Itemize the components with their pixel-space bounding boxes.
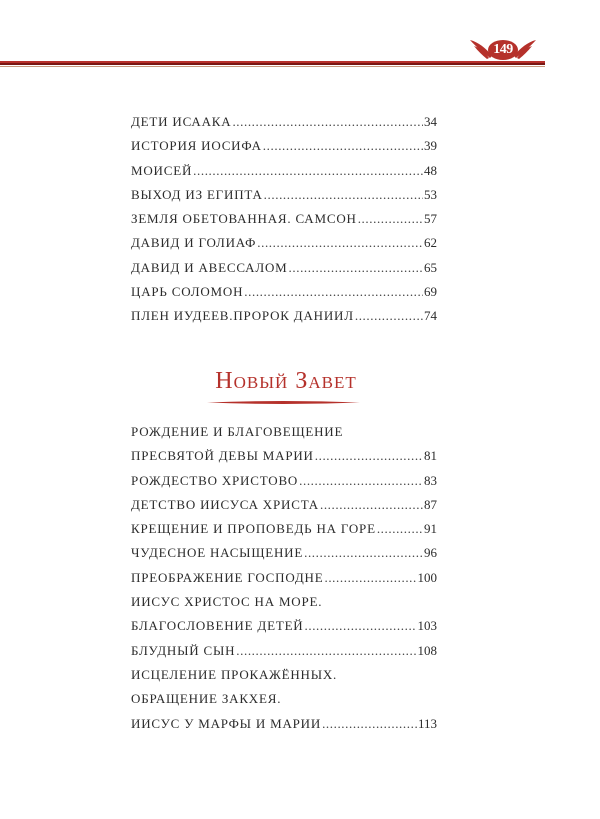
- toc-entry-page: 113: [417, 715, 437, 731]
- toc-entry-title: ВЫХОД ИЗ ЕГИПТА: [131, 186, 263, 202]
- toc-entry-page: 87: [424, 496, 437, 512]
- toc-entry: [131, 235, 437, 259]
- dot-leader: [257, 235, 423, 251]
- toc-entry-page: 69: [424, 284, 437, 300]
- toc-entry: [131, 716, 437, 740]
- toc-entry-title: ЦАРЬ СОЛОМОН: [131, 284, 244, 300]
- toc-entry-title: ДАВИД И ГОЛИАФ: [131, 235, 257, 251]
- toc-entry-title: ПЛЕН ИУДЕЕВ.ПРОРОК ДАНИИЛ: [131, 308, 354, 324]
- toc-entry: [131, 260, 437, 284]
- toc-entry-title: ПРЕСВЯТОЙ ДЕВЫ МАРИИ: [131, 448, 314, 464]
- toc-entry-page: 34: [424, 114, 437, 129]
- toc-entry: [131, 114, 437, 138]
- toc-entry: [131, 211, 437, 235]
- toc-entry-title: БЛАГОСЛОВЕНИЕ ДЕТЕЙ: [131, 618, 304, 634]
- toc-entry: [131, 545, 437, 569]
- toc-entry-page: 39: [424, 138, 437, 154]
- toc-entry-page: 57: [424, 211, 437, 227]
- toc-entry-page: 74: [424, 308, 437, 324]
- toc-entry-title: ЧУДЕСНОЕ НАСЫЩЕНИЕ: [131, 545, 304, 561]
- toc-entry-page: 53: [424, 186, 437, 202]
- toc-entry-title: ОБРАЩЕНИЕ ЗАКХЕЯ.: [131, 691, 282, 707]
- toc-entry: [131, 284, 437, 308]
- toc-entry: [131, 594, 437, 618]
- toc-entry-title: РОЖДЕНИЕ И БЛАГОВЕЩЕНИЕ: [131, 424, 344, 439]
- toc-entry-title: ЗЕМЛЯ ОБЕТОВАННАЯ. САМСОН: [131, 211, 357, 227]
- toc-entry-title: ДЕТИ ИСААКА: [131, 114, 232, 129]
- toc-entry-page: 100: [417, 569, 437, 585]
- toc-entry-title: ИСТОРИЯ ИОСИФА: [131, 138, 262, 154]
- toc-entry-title: ДЕТСТВО ИИСУСА ХРИСТА: [131, 496, 319, 512]
- toc-entry: [131, 138, 437, 162]
- dot-leader: [244, 284, 423, 300]
- toc-entry: [131, 187, 437, 211]
- table-of-contents-new-testament: [131, 424, 437, 740]
- header-rule: [0, 61, 545, 65]
- toc-entry-page: 81: [424, 448, 437, 464]
- dot-leader: [377, 521, 423, 537]
- toc-entry-title: БЛУДНЫЙ СЫН: [131, 642, 236, 658]
- toc-entry-title: ДАВИД И АВЕССАЛОМ: [131, 259, 288, 275]
- toc-entry: [131, 473, 437, 497]
- dot-leader: [358, 211, 423, 227]
- dot-leader: [305, 618, 417, 634]
- toc-entry-page: 91: [424, 521, 437, 537]
- section-underline: [207, 400, 360, 405]
- dot-leader: [232, 114, 423, 130]
- dot-leader: [263, 138, 423, 154]
- header-rule-thin: [0, 66, 545, 67]
- toc-entry: [131, 308, 437, 332]
- dot-leader: [320, 497, 423, 513]
- toc-entry: [131, 424, 437, 448]
- page-number-badge: [466, 34, 540, 66]
- toc-entry-page: 65: [424, 259, 437, 275]
- toc-entry-title: ИИСУС У МАРФЫ И МАРИИ: [131, 715, 322, 731]
- toc-entry-page: 48: [424, 162, 437, 178]
- toc-entry-title: КРЕЩЕНИЕ И ПРОПОВЕДЬ НА ГОРЕ: [131, 521, 376, 537]
- dot-leader: [355, 308, 423, 324]
- toc-entry-title: ИИСУС ХРИСТОС НА МОРЕ.: [131, 594, 323, 610]
- dot-leader: [315, 448, 423, 464]
- toc-entry: [131, 691, 437, 715]
- toc-entry: [131, 667, 437, 691]
- dot-leader: [289, 260, 423, 276]
- dot-leader: [322, 716, 417, 732]
- toc-entry: [131, 163, 437, 187]
- dot-leader: [324, 570, 416, 586]
- section-heading: Новый Завет: [215, 368, 357, 394]
- page-number: 149: [493, 42, 513, 57]
- toc-entry-page: 62: [424, 235, 437, 251]
- toc-entry-page: 108: [417, 642, 437, 658]
- toc-entry: [131, 643, 437, 667]
- toc-entry-page: 83: [424, 472, 437, 488]
- table-of-contents-old-testament: [131, 114, 437, 333]
- toc-entry-page: 96: [424, 545, 437, 561]
- toc-entry-title: ПРЕОБРАЖЕНИЕ ГОСПОДНЕ: [131, 569, 324, 585]
- toc-entry-title: ИСЦЕЛЕНИЕ ПРОКАЖЁННЫХ.: [131, 666, 338, 682]
- dot-leader: [264, 187, 423, 203]
- dot-leader: [236, 643, 416, 659]
- dot-leader: [304, 545, 423, 561]
- dot-leader: [299, 473, 423, 489]
- toc-entry: [131, 448, 437, 472]
- toc-entry: [131, 618, 437, 642]
- toc-entry-page: 103: [417, 618, 437, 634]
- toc-entry: [131, 497, 437, 521]
- toc-entry-title: РОЖДЕСТВО ХРИСТОВО: [131, 472, 299, 488]
- toc-entry: [131, 521, 437, 545]
- dot-leader: [193, 163, 423, 179]
- toc-entry: [131, 570, 437, 594]
- toc-entry-title: МОИСЕЙ: [131, 162, 193, 178]
